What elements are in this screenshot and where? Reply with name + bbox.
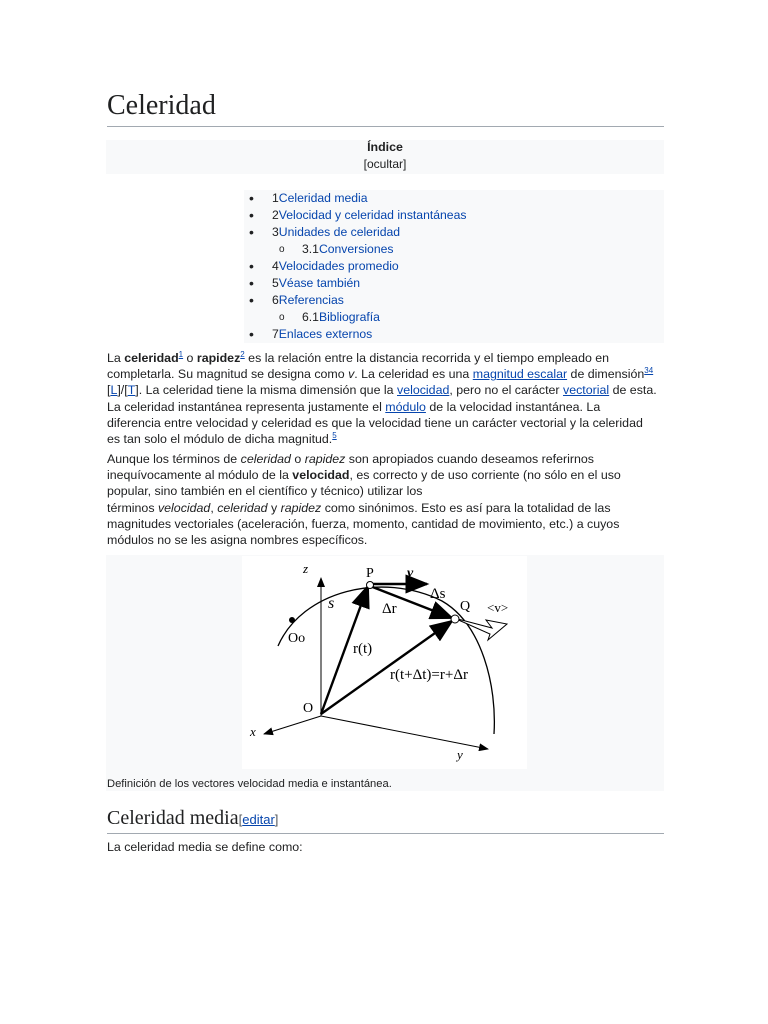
figure-caption: Definición de los vectores velocidad media e instantánea.: [107, 778, 392, 790]
point-oo: [289, 617, 295, 623]
second-paragraph: Aunque los términos de celeridad o rapidez son apropiados cuando deseamos referirnos inequívocamente al módulo de la velocidad, es correcto y de uso corriente (no sólo en el uso popular, sino también en el científico y técnico) utilizar los términos velocidad, celeridad y rapidez como sinónimos. Esto es así para la totalidad de las magnitudes vectoriales (aceleración, fuerza, momento, cantidad de movimiento, etc.) a cuyos módulos no se les asigna nombres específicos.: [107, 452, 621, 548]
svg-text:x: x: [250, 724, 256, 739]
length-link[interactable]: L: [110, 383, 118, 398]
toc-item[interactable]: • 2Velocidad y celeridad instantáneas: [244, 207, 664, 224]
svg-text:v: v: [407, 566, 414, 581]
magnitud-escalar-link[interactable]: magnitud escalar: [472, 367, 568, 382]
y-axis: [321, 716, 488, 749]
section-text: La celeridad media se define como:: [107, 840, 303, 854]
toc-subitem[interactable]: o 3.1Conversiones: [244, 241, 664, 258]
section-heading: Celeridad media[editar]: [107, 805, 664, 834]
svg-text:Oo: Oo: [288, 631, 306, 646]
toc-item[interactable]: • 6Referencias: [244, 292, 664, 309]
bullet-icon: •: [249, 326, 254, 342]
toc-item[interactable]: • 1Celeridad media: [244, 190, 664, 207]
svg-text:Q: Q: [460, 599, 471, 614]
ref-link[interactable]: 34: [644, 366, 654, 376]
x-axis: [264, 716, 321, 734]
ref-link[interactable]: 5: [332, 430, 337, 440]
bullet-icon: •: [249, 207, 254, 223]
bullet-icon: •: [249, 292, 254, 308]
toc-link[interactable]: Velocidades promedio: [278, 259, 399, 273]
bullet-icon: •: [249, 275, 254, 291]
bullet-icon: •: [249, 224, 254, 240]
toc-item[interactable]: • 4Velocidades promedio: [244, 258, 664, 275]
edit-section: [editar]: [238, 812, 279, 827]
svg-text:r(t): r(t): [353, 641, 373, 657]
velocity-diagram[interactable]: [242, 556, 527, 769]
toc-link[interactable]: Celeridad media: [278, 191, 368, 205]
toc-link[interactable]: Velocidad y celeridad instantáneas: [278, 208, 467, 222]
svg-text:O: O: [303, 701, 314, 716]
svg-text:y: y: [457, 747, 463, 762]
svg-text:r(t+Δt)=r+Δr: r(t+Δt)=r+Δr: [390, 667, 468, 683]
svg-text:s: s: [328, 595, 335, 612]
circle-bullet-icon: o: [279, 312, 285, 323]
edit-link[interactable]: editar: [242, 812, 275, 827]
toc-item[interactable]: • 3Unidades de celeridad: [244, 224, 664, 241]
toc-header: [106, 140, 664, 174]
time-link[interactable]: T: [127, 383, 136, 398]
toc-list: [244, 190, 664, 343]
point-p: [367, 582, 374, 589]
circle-bullet-icon: o: [279, 244, 285, 255]
toc-link[interactable]: Unidades de celeridad: [278, 225, 401, 239]
toc-subitem[interactable]: o 6.1Bibliografía: [244, 309, 664, 326]
page-title: Celeridad: [107, 88, 664, 127]
svg-text:Δr: Δr: [382, 601, 397, 617]
velocidad-link[interactable]: velocidad: [397, 383, 450, 398]
toc-link[interactable]: Referencias: [278, 293, 344, 307]
vectorial-link[interactable]: vectorial: [563, 383, 610, 398]
ref-link[interactable]: 1: [178, 349, 184, 359]
toc-item[interactable]: • 5Véase también: [244, 275, 664, 292]
bullet-icon: •: [249, 258, 254, 274]
modulo-link[interactable]: módulo: [385, 399, 426, 414]
toc-link[interactable]: Enlaces externos: [278, 327, 373, 341]
vector-avg: [454, 618, 507, 640]
toc-hide-link[interactable]: ocultar: [366, 157, 404, 171]
svg-text:<v>: <v>: [487, 600, 509, 615]
point-q: [451, 615, 459, 623]
toc-toggle: [ocultar]: [363, 157, 407, 171]
ref-link[interactable]: 2: [240, 349, 245, 359]
svg-text:P: P: [366, 566, 374, 581]
toc-title: Índice: [367, 140, 403, 154]
toc-item[interactable]: • 7Enlaces externos: [244, 326, 664, 343]
svg-text:z: z: [303, 561, 309, 576]
toc-link[interactable]: Bibliografía: [318, 310, 380, 324]
intro-paragraph: La celeridad$^1$ o rapidez$^2$ es la relación entre la distancia recorrida y el tiempo empleado en completarla. Su magnitud se designa como v. La celeridad es una magnitud escalar de dimensión$^{34}$ [L]/[T]. La celeridad tiene la misma dimensión que la velocidad, pero no el carácter vectorial de esta. La celeridad instantánea representa justamente el módulo de la velocidad instantánea. La diferencia entre velocidad y celeridad es que la velocidad tiene un carácter vectorial y la celeridad es tan solo el módulo de dicha magnitud.$^5$: [107, 349, 657, 447]
bullet-icon: •: [249, 190, 254, 206]
svg-text:Δs: Δs: [430, 586, 446, 602]
toc-link[interactable]: Conversiones: [318, 242, 394, 256]
toc-link[interactable]: Véase también: [278, 276, 361, 290]
